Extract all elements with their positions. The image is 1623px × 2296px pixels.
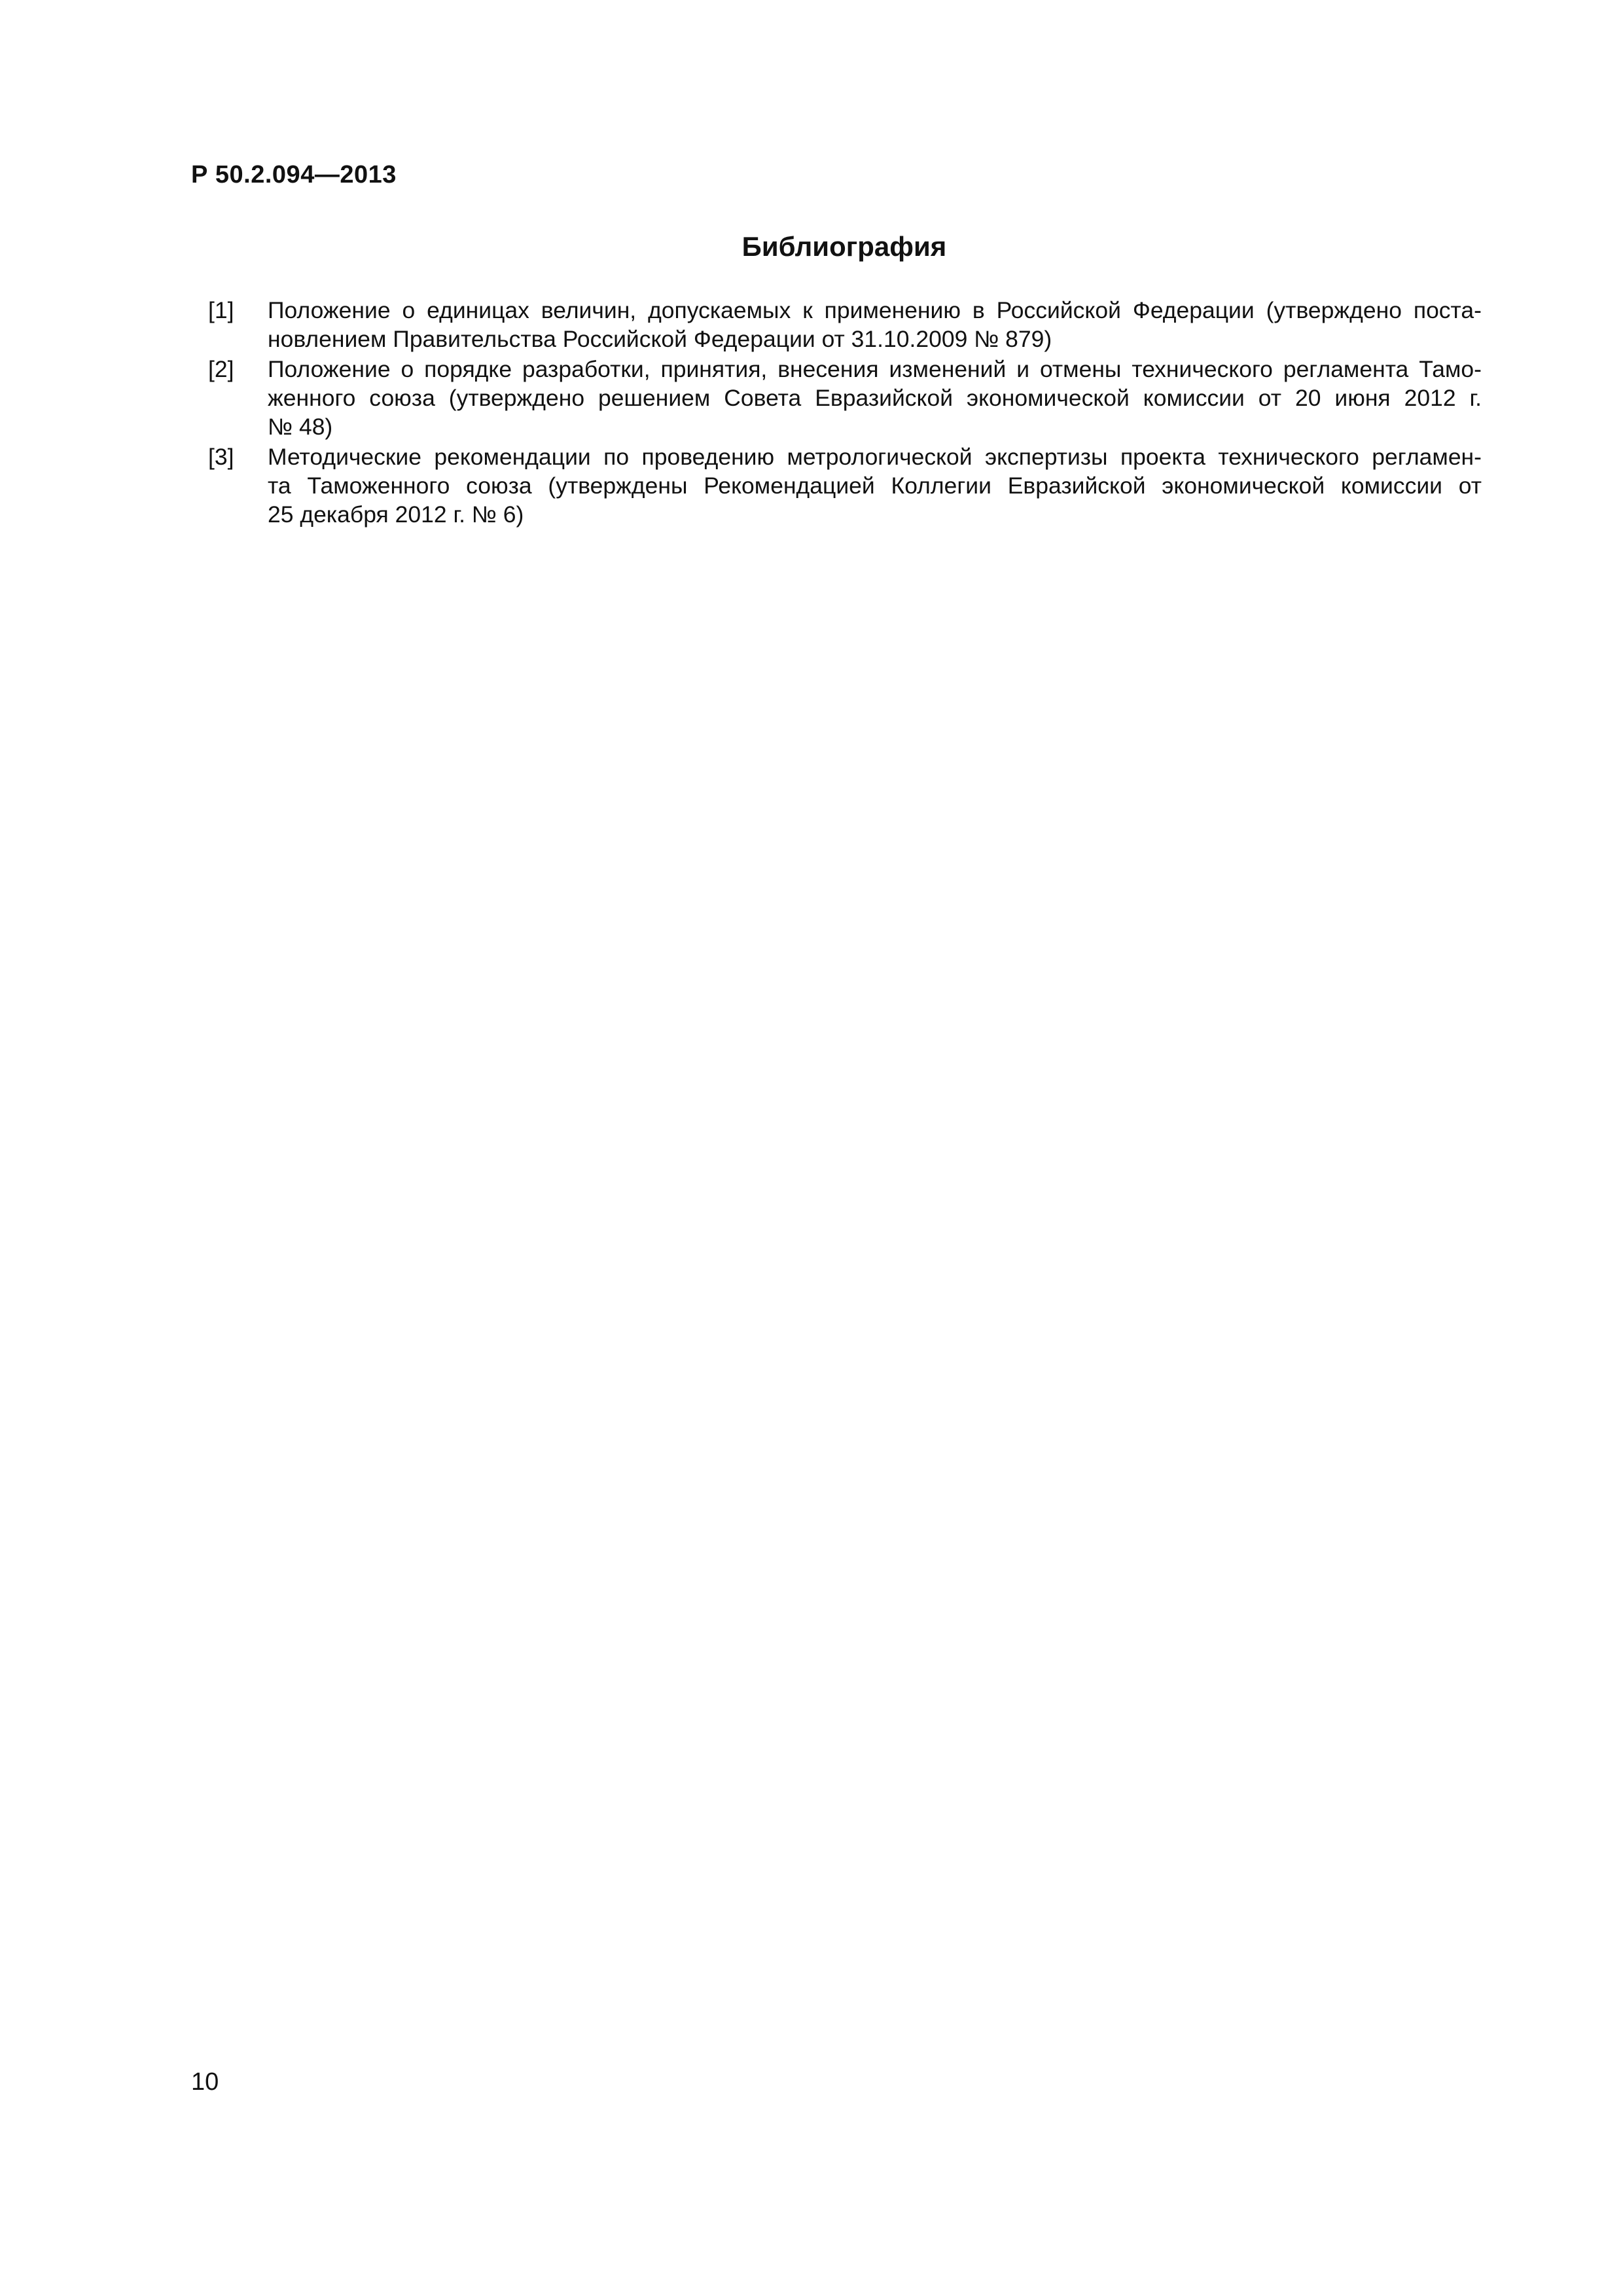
bibliography-entry-number: [3] bbox=[208, 444, 234, 470]
bibliography-entry-number: [2] bbox=[208, 356, 234, 382]
section-title bbox=[0, 231, 1623, 262]
bibliography-entry-number: [1] bbox=[208, 297, 234, 323]
bibliography-entry bbox=[208, 355, 1482, 441]
bibliography-entry-line: Положение о порядке разработки, принятия, внесения изменений и отмены технического регламента Тамо- bbox=[268, 356, 1482, 382]
bibliography-entry bbox=[208, 296, 1482, 353]
bibliography-entry bbox=[208, 442, 1482, 529]
bibliography-entry-line: Методические рекомендации по проведению метрологической экспертизы проекта технического регламен- bbox=[268, 444, 1482, 470]
page-number: 10 bbox=[191, 2068, 219, 2096]
bibliography-list bbox=[208, 296, 1482, 530]
bibliography-entry-line: новлением Правительства Российской Федерации от 31.10.2009 № 879) bbox=[268, 326, 1052, 352]
bibliography-entry-line: 25 декабря 2012 г. № 6) bbox=[268, 501, 524, 528]
section-title-text: Библиография bbox=[741, 231, 947, 262]
bibliography-entry-line: Положение о единицах величин, допускаемых к применению в Российской Федерации (утверждено поста- bbox=[268, 297, 1482, 323]
bibliography-entry-line: женного союза (утверждено решением Совета Евразийской экономической комиссии от 20 июня 2012 г. bbox=[268, 385, 1482, 411]
document-code: Р 50.2.094—2013 bbox=[191, 161, 397, 188]
bibliography-entry-line: та Таможенного союза (утверждены Рекомендацией Коллегии Евразийской экономической комиссии от bbox=[268, 473, 1482, 499]
bibliography-entry-line: № 48) bbox=[268, 414, 333, 440]
